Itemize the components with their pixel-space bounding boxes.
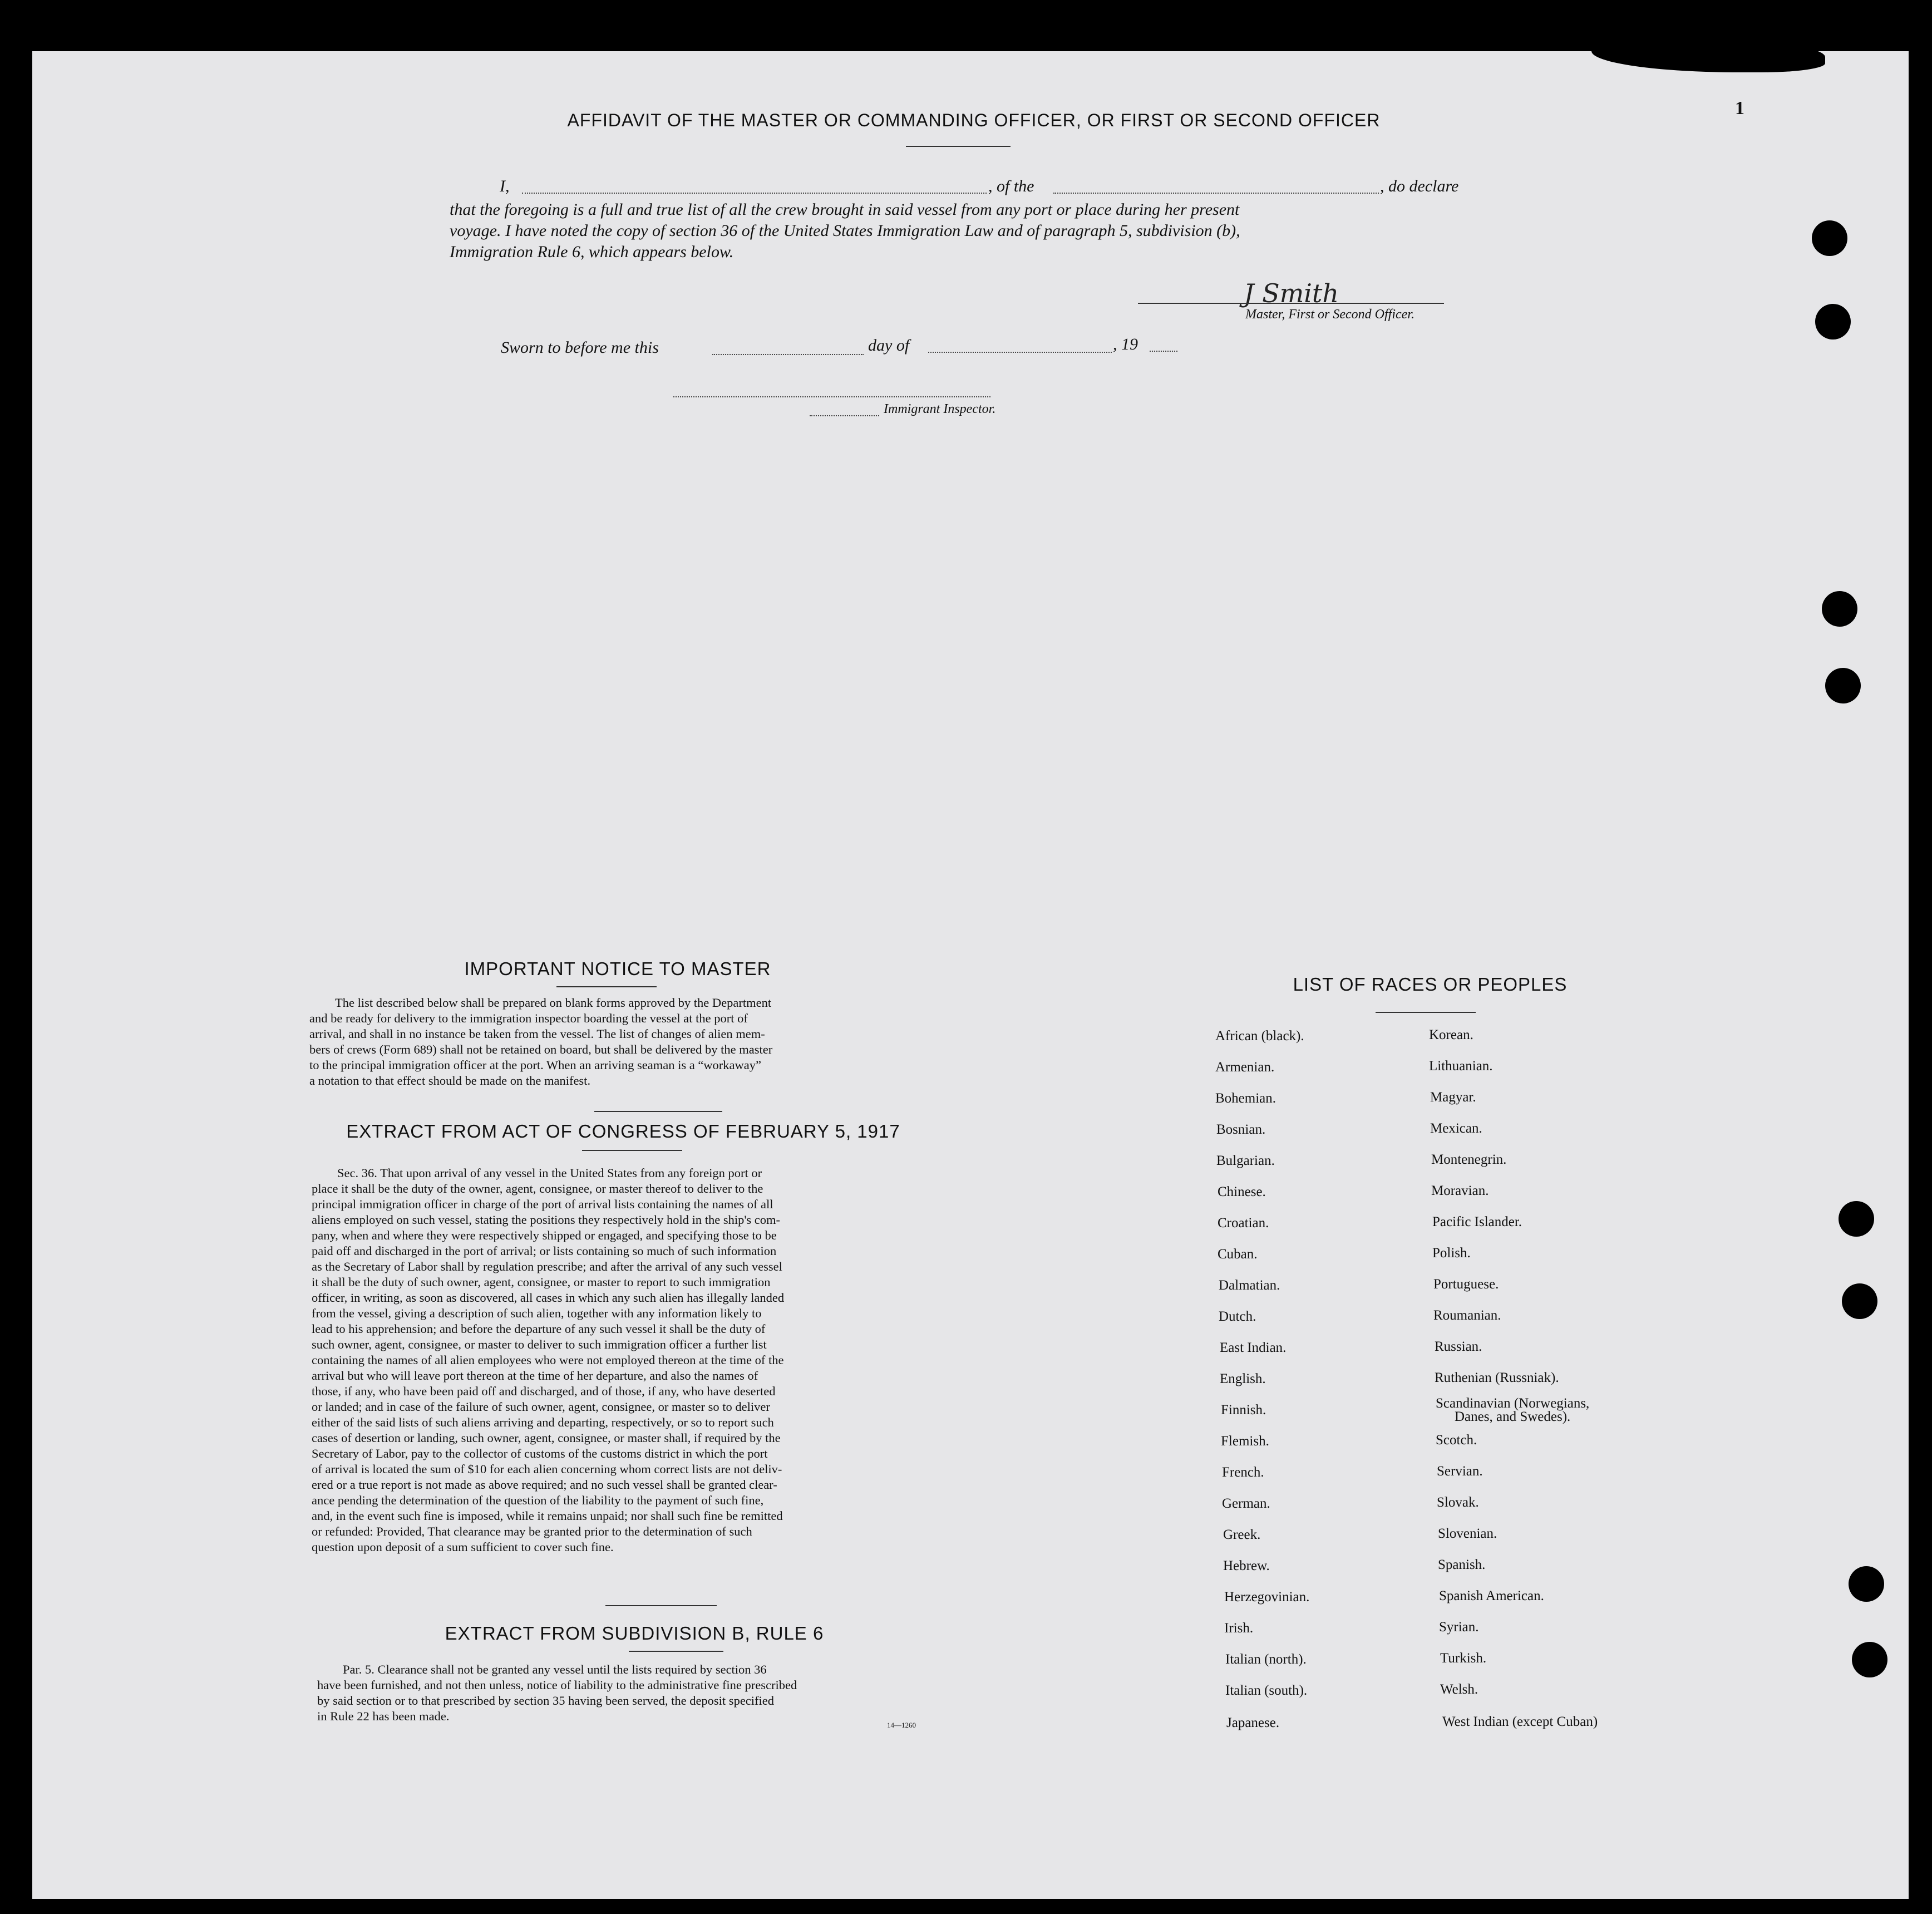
act-line: and, in the event such fine is imposed, while it remains unpaid; nor shall such fine be remitted	[312, 1509, 783, 1523]
race-item: Lithuanian.	[1429, 1059, 1493, 1074]
act-line: cases of desertion or landing, such owner, agent, consignee, or master shall, if required by the	[312, 1431, 781, 1445]
race-item: Turkish.	[1440, 1651, 1487, 1666]
name-blank[interactable]	[522, 193, 987, 194]
affidavit-line-2: that the foregoing is a full and true list of all the crew brought in said vessel from any port or place during her present	[450, 200, 1240, 219]
race-item: Mexican.	[1430, 1121, 1482, 1136]
notice-rule	[556, 986, 657, 987]
notice-line: bers of crews (Form 689) shall not be retained on board, but shall be delivered by the master	[309, 1042, 773, 1056]
act-line: question upon deposit of a sum sufficient to cover such fine.	[312, 1540, 614, 1554]
title-rule	[906, 146, 1011, 147]
race-item: French.	[1222, 1465, 1264, 1480]
race-item: Scandinavian (Norwegians,	[1436, 1396, 1590, 1411]
race-item: Chinese.	[1218, 1184, 1266, 1199]
notice-text	[309, 995, 927, 1089]
day-blank[interactable]	[712, 354, 864, 355]
race-item: Montenegrin.	[1431, 1152, 1507, 1167]
race-item: Korean.	[1429, 1027, 1473, 1042]
act-line: arrival but who will leave port thereon at the time of her departure, and also the names of	[312, 1369, 758, 1382]
inspector-caption: Immigrant Inspector.	[884, 402, 996, 416]
race-item: West Indian (except Cuban)	[1442, 1714, 1598, 1729]
race-item: Welsh.	[1440, 1682, 1478, 1697]
race-item: Flemish.	[1221, 1434, 1269, 1449]
affidavit-of-the: , of the	[988, 177, 1034, 195]
punch-hole	[1812, 220, 1847, 256]
race-item: Magyar.	[1430, 1090, 1476, 1105]
act-line: as the Secretary of Labor shall by regulation prescribe; and after the arrival of any such vessel	[312, 1259, 782, 1273]
affidavit-declare: , do declare	[1380, 177, 1459, 195]
act-line: aliens employed on such vessel, stating the positions they respectively hold in the ship's com-	[312, 1213, 781, 1227]
notice-line: to the principal immigration officer at the port. When an arriving seaman is a “workaway”	[309, 1058, 762, 1072]
affidavit-line-4: Immigration Rule 6, which appears below.	[450, 243, 734, 261]
race-item: Hebrew.	[1223, 1558, 1270, 1573]
rule-line: have been furnished, and not then unless, notice of liability to the administrative fine prescribed	[317, 1678, 797, 1692]
act-line: of arrival is located the sum of $10 for each alien concerning whom correct lists are not deliv-	[312, 1462, 782, 1476]
race-item: Dutch.	[1219, 1309, 1256, 1324]
rule-line: by said section or to that prescribed by section 35 having been served, the deposit specified	[317, 1694, 775, 1708]
page-number: 1	[1735, 98, 1744, 119]
race-item: Pacific Islander.	[1432, 1214, 1522, 1229]
race-item: African (black).	[1215, 1029, 1304, 1044]
notice-line: arrival, and shall in no instance be taken from the vessel. The list of changes of alien mem-	[309, 1027, 765, 1041]
race-item: Roumanian.	[1433, 1308, 1501, 1323]
race-item: Herzegovinian.	[1224, 1590, 1310, 1605]
punch-hole	[1822, 591, 1857, 627]
race-item: Spanish.	[1438, 1557, 1486, 1572]
affidavit-i: I,	[500, 177, 510, 195]
act-rule	[582, 1150, 682, 1151]
act-line: Secretary of Labor, pay to the collector of customs of the customs district in which the port	[312, 1446, 768, 1460]
race-item: Syrian.	[1439, 1620, 1479, 1635]
act-line: Sec. 36. That upon arrival of any vessel in the United States from any foreign port or	[337, 1166, 762, 1180]
act-line: or refunded: Provided, That clearance may be granted prior to the determination of such	[312, 1524, 752, 1538]
act-line: those, if any, who have been paid off and discharged, and of those, if any, who have deserted	[312, 1384, 776, 1398]
rule-line: Par. 5. Clearance shall not be granted any vessel until the lists required by section 36	[343, 1662, 767, 1676]
race-item: Italian (north).	[1225, 1652, 1307, 1667]
sworn-year: , 19	[1113, 335, 1138, 353]
race-item: Ruthenian (Russniak).	[1435, 1370, 1559, 1385]
race-item: English.	[1220, 1371, 1266, 1386]
race-item: German.	[1222, 1496, 1270, 1511]
rule-text	[317, 1662, 954, 1724]
notice-bottom-rule	[594, 1111, 722, 1112]
act-line: place it shall be the duty of the owner, agent, consignee, or master thereof to deliver to the	[312, 1182, 763, 1195]
notice-line: and be ready for delivery to the immigration inspector boarding the vessel at the port of	[309, 1011, 748, 1025]
race-item: Scotch.	[1436, 1433, 1477, 1448]
signature-caption: Master, First or Second Officer.	[1245, 307, 1414, 322]
race-item: Moravian.	[1431, 1183, 1489, 1198]
notice-line: The list described below shall be prepared on blank forms approved by the Department	[335, 996, 772, 1010]
punch-hole	[1839, 1201, 1874, 1237]
race-item: Servian.	[1437, 1464, 1483, 1479]
races-heading: LIST OF RACES OR PEOPLES	[1293, 974, 1568, 995]
race-item: Bohemian.	[1215, 1091, 1276, 1106]
race-item: Armenian.	[1215, 1060, 1275, 1075]
act-text	[312, 1165, 935, 1555]
race-item: Greek.	[1223, 1527, 1261, 1542]
punch-hole	[1825, 668, 1861, 703]
rule-line: in Rule 22 has been made.	[317, 1709, 450, 1723]
race-item: Bulgarian.	[1216, 1153, 1275, 1168]
race-item-continuation: Danes, and Swedes).	[1455, 1409, 1571, 1424]
act-line: principal immigration officer in charge of the port of arrival lists containing the names of all	[312, 1197, 773, 1211]
year-blank[interactable]	[1150, 351, 1177, 352]
race-item: Portuguese.	[1433, 1277, 1499, 1292]
signature: J Smith	[1244, 278, 1339, 308]
affidavit-line-3: voyage. I have noted the copy of section 36 of the United States Immigration Law and of paragraph 5, subdivision (b),	[450, 222, 1240, 240]
act-heading: EXTRACT FROM ACT OF CONGRESS OF FEBRUARY 5, 1917	[346, 1121, 900, 1141]
race-item: Slovak.	[1437, 1495, 1479, 1510]
inspector-dotted-line	[810, 415, 879, 416]
act-line: officer, in writing, as soon as discovered, all cases in which any such alien has illegally landed	[312, 1291, 785, 1305]
punch-hole	[1852, 1642, 1887, 1677]
race-item: Croatian.	[1218, 1216, 1269, 1231]
act-line: ered or a true report is not made as above required; and no such vessel shall be granted clear-	[312, 1478, 777, 1492]
act-line: lead to his apprehension; and before the departure of any such vessel it shall be the duty of	[312, 1322, 766, 1336]
race-item: Dalmatian.	[1219, 1278, 1280, 1293]
race-item: Slovenian.	[1438, 1526, 1497, 1541]
race-item: Finnish.	[1221, 1403, 1266, 1418]
act-line: such owner, agent, consignee, or master to deliver to such immigration officer a further list	[312, 1337, 767, 1351]
race-item: Irish.	[1224, 1621, 1254, 1636]
rule-heading: EXTRACT FROM SUBDIVISION B, RULE 6	[445, 1623, 824, 1644]
race-item: Bosnian.	[1216, 1122, 1266, 1137]
notice-heading: IMPORTANT NOTICE TO MASTER	[464, 958, 771, 979]
sworn-day-of: day of	[868, 336, 910, 355]
rule-rule	[629, 1651, 723, 1652]
act-line: either of the said lists of such aliens arriving and departing, respectively, or so to report such	[312, 1415, 774, 1429]
act-bottom-rule	[605, 1605, 717, 1606]
inspector-signature-line[interactable]	[673, 396, 990, 397]
act-line: ance pending the determination of the question of the liability to the payment of such fine,	[312, 1493, 764, 1507]
races-rule	[1376, 1012, 1476, 1013]
signature-line	[1138, 303, 1444, 304]
punch-hole	[1815, 304, 1851, 339]
act-line: containing the names of all alien employees who were not employed thereon at the time of the	[312, 1353, 784, 1367]
race-item: Japanese.	[1226, 1715, 1280, 1730]
act-line: paid off and discharged in the port of arrival; or lists containing so much of such information	[312, 1244, 777, 1258]
race-item: East Indian.	[1220, 1340, 1287, 1355]
notice-line: a notation to that effect should be made on the manifest.	[309, 1074, 591, 1088]
act-line: or landed; and in case of the failure of such owner, agent, consignee, or master so to deliver	[312, 1400, 770, 1414]
affidavit-title: AFFIDAVIT OF THE MASTER OR COMMANDING OFFICER, OR FIRST OR SECOND OFFICER	[567, 110, 1381, 130]
act-line: from the vessel, giving a description of such alien, together with any information likely to	[312, 1306, 762, 1320]
sworn-prefix: Sworn to before me this	[501, 338, 659, 357]
race-item: Polish.	[1432, 1246, 1471, 1261]
race-item: Italian (south).	[1225, 1683, 1308, 1698]
race-item: Spanish American.	[1439, 1588, 1544, 1603]
race-item: Russian.	[1435, 1339, 1482, 1354]
act-line: it shall be the duty of such owner, agent, consignee, or master to report to such immigration	[312, 1275, 771, 1289]
month-blank[interactable]	[928, 352, 1112, 353]
vessel-blank[interactable]	[1053, 193, 1379, 194]
race-item: Cuban.	[1218, 1247, 1258, 1262]
form-number: 14—1260	[887, 1721, 916, 1729]
punch-hole	[1849, 1566, 1884, 1602]
act-line: pany, when and where they were respectively shipped or engaged, and specifying those to be	[312, 1228, 777, 1242]
punch-hole	[1842, 1283, 1877, 1319]
